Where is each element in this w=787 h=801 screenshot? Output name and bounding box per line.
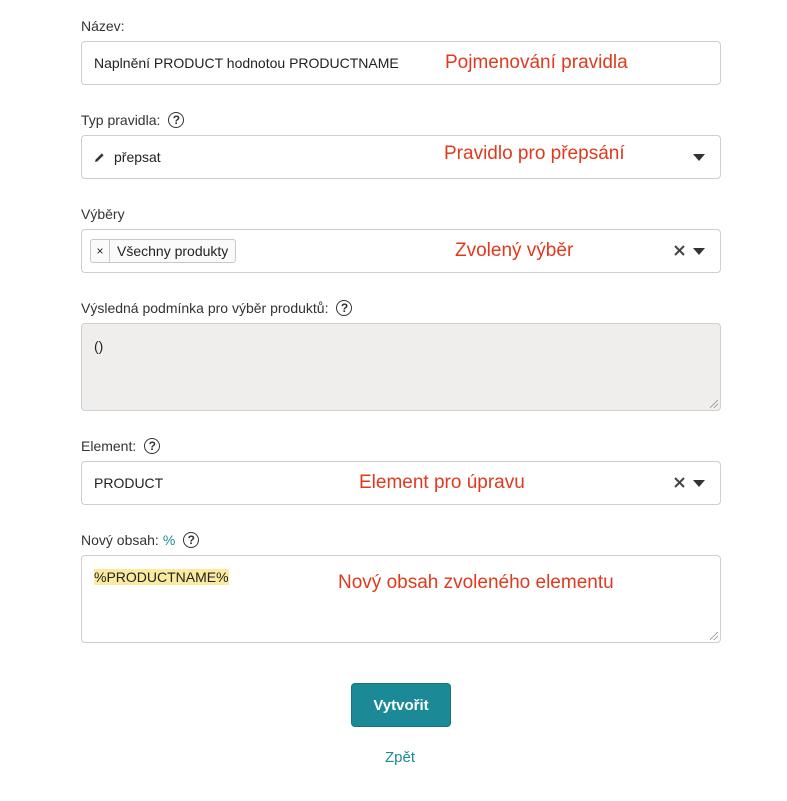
tag-remove-icon[interactable]: × bbox=[91, 240, 110, 262]
resize-handle-icon[interactable] bbox=[710, 632, 718, 640]
condition-textarea bbox=[81, 323, 721, 411]
new-content-label bbox=[81, 529, 199, 551]
name-input-value: Naplnění PRODUCT hodnotou PRODUCTNAME bbox=[94, 55, 399, 71]
selections-label bbox=[81, 203, 125, 225]
condition-label-text: Výsledná podmínka pro výběr produktů: bbox=[81, 300, 329, 316]
condition-value: () bbox=[94, 338, 104, 354]
element-annotation: Element pro úpravu bbox=[359, 472, 525, 493]
rule-type-annotation: Pravidlo pro přepsání bbox=[444, 143, 625, 164]
selections-label-text: Výběry bbox=[81, 206, 125, 222]
close-icon[interactable] bbox=[674, 245, 685, 256]
help-icon[interactable]: ? bbox=[144, 438, 160, 454]
selections-annotation: Zvolený výběr bbox=[455, 240, 574, 261]
rule-type-label bbox=[81, 109, 184, 131]
selection-tag-label: Všechny produkty bbox=[117, 243, 229, 259]
resize-handle-icon[interactable] bbox=[710, 400, 718, 408]
condition-label bbox=[81, 297, 352, 319]
close-icon[interactable] bbox=[674, 477, 685, 488]
rule-type-select[interactable] bbox=[81, 135, 721, 179]
help-icon[interactable]: ? bbox=[336, 300, 352, 316]
new-content-label-text: Nový obsah: bbox=[81, 532, 159, 548]
percent-hint[interactable]: % bbox=[162, 532, 176, 548]
name-label-text: Název: bbox=[81, 18, 125, 34]
element-label bbox=[81, 435, 160, 457]
submit-button[interactable]: Vytvořit bbox=[351, 683, 451, 727]
name-annotation: Pojmenování pravidla bbox=[445, 52, 628, 73]
rule-type-value: přepsat bbox=[114, 149, 161, 165]
caret-down-icon[interactable] bbox=[693, 248, 705, 255]
help-icon[interactable]: ? bbox=[183, 532, 199, 548]
help-icon[interactable]: ? bbox=[168, 112, 184, 128]
new-content-textarea[interactable] bbox=[81, 555, 721, 643]
caret-down-icon[interactable] bbox=[693, 480, 705, 487]
element-select[interactable] bbox=[81, 461, 721, 505]
back-link[interactable]: Zpět bbox=[385, 749, 416, 766]
new-content-annotation: Nový obsah zvoleného elementu bbox=[338, 572, 614, 593]
pencil-icon bbox=[94, 152, 105, 163]
element-label-text: Element: bbox=[81, 438, 137, 454]
element-value: PRODUCT bbox=[94, 475, 164, 491]
new-content-value: %PRODUCTNAME% bbox=[94, 569, 229, 585]
selections-multiselect[interactable] bbox=[81, 229, 721, 273]
selection-tag bbox=[90, 239, 236, 263]
rule-type-label-text: Typ pravidla: bbox=[81, 112, 161, 128]
caret-down-icon[interactable] bbox=[693, 154, 705, 161]
name-label bbox=[81, 15, 125, 37]
name-input[interactable] bbox=[81, 41, 721, 85]
